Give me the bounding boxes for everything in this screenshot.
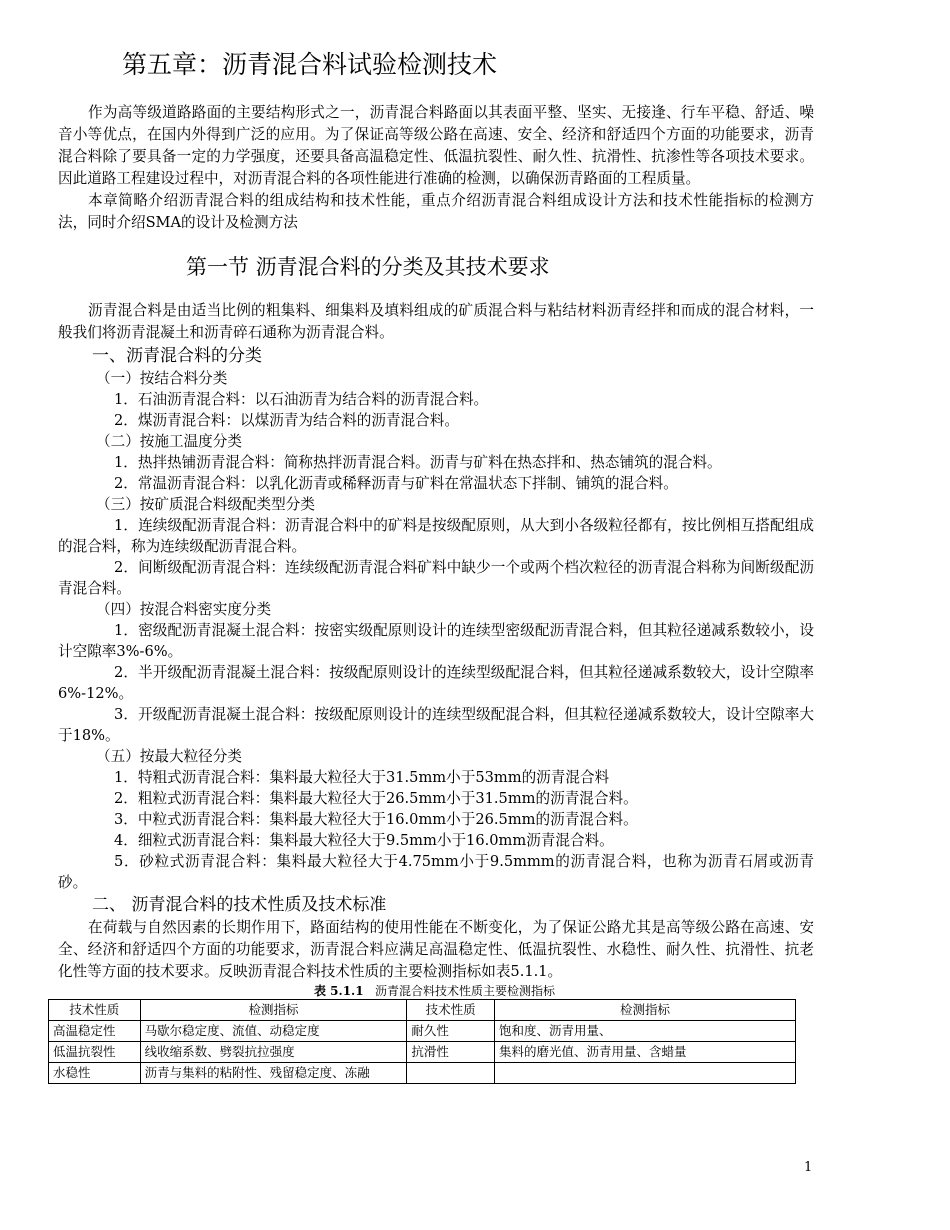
subheading-by-binder: （一）按结合料分类 [96, 370, 228, 387]
table-cell: 饱和度、沥青用量、 [494, 1021, 795, 1042]
list-item: 2．间断级配沥青混合料：连续级配沥青混合料矿料中缺少一个或两个档次粒径的沥青混合料称为间断级配沥青混合料。 [58, 559, 814, 597]
table-title: 沥青混合料技术性质主要检测指标 [375, 984, 556, 998]
table-cell: 高温稳定性 [49, 1021, 141, 1042]
spec-table [48, 999, 796, 1084]
table-number: 表 5.1.1 [314, 984, 364, 998]
table-row [49, 1042, 796, 1063]
table-cell [407, 1063, 495, 1084]
intro-paragraph-2: 本章简略介绍沥青混合料的组成结构和技术性能，重点介绍沥青混合料组成设计方法和技术性能指标的检测方法，同时介绍SMA的设计及检测方法 [58, 192, 814, 231]
table-cell: 抗滑性 [407, 1042, 495, 1063]
table-header-cell: 检测指标 [140, 1000, 407, 1021]
table-cell: 马歇尔稳定度、流值、动稳定度 [140, 1021, 407, 1042]
page-number: 1 [804, 1160, 813, 1175]
list-item: 2．半开级配沥青混凝土混合料：按级配原则设计的连续型级配混合料，但其粒径递减系数较大，设计空隙率6%-12%。 [58, 664, 814, 702]
table-cell: 集料的磨光值、沥青用量、含蜡量 [494, 1042, 795, 1063]
section-title: 第一节 沥青混合料的分类及其技术要求 [186, 255, 550, 279]
table-cell [494, 1063, 795, 1084]
document-body [53, 0, 814, 1084]
subheading-by-density: （四）按混合料密实度分类 [96, 601, 272, 618]
heading-classification: 一、沥青混合料的分类 [92, 346, 262, 366]
table-caption [58, 983, 814, 999]
table-row [49, 1063, 796, 1084]
list-item: 1．石油沥青混合料：以石油沥青为结合料的沥青混合料。 [114, 391, 489, 408]
chapter-title: 第五章：沥青混合料试验检测技术 [122, 50, 498, 79]
list-item: 2．煤沥青混合料：以煤沥青为结合料的沥青混合料。 [114, 412, 459, 429]
technical-properties-paragraph: 在荷载与自然因素的长期作用下，路面结构的使用性能在不断变化，为了保证公路尤其是高等级公路在高速、安全、经济和舒适四个方面的功能要求，沥青混合料应满足高温稳定性、低温抗裂性、水稳性、耐久性、抗滑性、抗老化性等方面的技术要求。反映沥青混合料技术性质的主要检测指标如表5.1.1。 [58, 919, 814, 980]
intro-paragraph-1: 作为高等级道路路面的主要结构形式之一，沥青混合料路面以其表面平整、坚实、无接逢、行车平稳、舒适、噪音小等优点，在国内外得到广泛的应用。为了保证高等级公路在高速、安全、经济和舒适四个方面的功能要求，沥青混合料除了要具备一定的力学强度，还要具备高温稳定性、低温抗裂性、耐久性、抗滑性、抗渗性等各项技术要求。因此道路工程建设过程中，对沥青混合料的各项性能进行准确的检测，以确保沥青路面的工程质量。 [58, 104, 814, 187]
table-cell: 耐久性 [407, 1021, 495, 1042]
table-row [49, 1021, 796, 1042]
list-item: 1．连续级配沥青混合料：沥青混合料中的矿料是按级配原则，从大到小各级粒径都有，按比例相互搭配组成的混合料，称为连续级配沥青混合料。 [58, 517, 814, 555]
definition-paragraph: 沥青混合料是由适当比例的粗集料、细集料及填料组成的矿质混合料与粘结材料沥青经拌和而成的混合材料，一般我们将沥青混凝土和沥青碎石通称为沥青混合料。 [58, 302, 814, 341]
table-header-cell: 技术性质 [49, 1000, 141, 1021]
list-item: 2．常温沥青混合料：以乳化沥青或稀释沥青与矿料在常温状态下拌制、铺筑的混合料。 [114, 475, 678, 492]
list-item: 5．砂粒式沥青混合料：集料最大粒径大于4.75mm小于9.5mmm的沥青混合料，也称为沥青石屑或沥青砂。 [58, 853, 814, 891]
table-header-cell: 检测指标 [494, 1000, 795, 1021]
table-cell: 沥青与集料的粘附性、残留稳定度、冻融 [140, 1063, 407, 1084]
list-item: 2．粗粒式沥青混合料：集料最大粒径大于26.5mm小于31.5mm的沥青混合料。 [114, 790, 638, 807]
table-header-cell: 技术性质 [407, 1000, 495, 1021]
list-item: 1．特粗式沥青混合料：集料最大粒径大于31.5mm小于53mm的沥青混合料 [114, 769, 610, 786]
list-item: 1．热拌热铺沥青混合料：简称热拌沥青混合料。沥青与矿料在热态拌和、热态铺筑的混合料。 [114, 454, 722, 471]
list-item: 3．中粒式沥青混合料：集料最大粒径大于16.0mm小于26.5mm的沥青混合料。 [114, 811, 638, 828]
list-item: 4．细粒式沥青混合料：集料最大粒径大于9.5mm小于16.0mm沥青混合料。 [114, 832, 614, 849]
subheading-by-temperature: （二）按施工温度分类 [96, 433, 242, 450]
table-cell: 低温抗裂性 [49, 1042, 141, 1063]
table-cell: 水稳性 [49, 1063, 141, 1084]
heading-technical-properties: 二、 沥青混合料的技术性质及技术标准 [92, 895, 387, 915]
table-cell: 线收缩系数、劈裂抗拉强度 [140, 1042, 407, 1063]
subheading-by-grading: （三）按矿质混合料级配类型分类 [96, 496, 315, 513]
subheading-by-size: （五）按最大粒径分类 [96, 748, 242, 765]
list-item: 1．密级配沥青混凝土混合料：按密实级配原则设计的连续型密级配沥青混合料，但其粒径递减系数较小，设计空隙率3%-6%。 [58, 622, 814, 660]
list-item: 3．开级配沥青混凝土混合料：按级配原则设计的连续型级配混合料，但其粒径递减系数较大，设计空隙率大于18%。 [58, 706, 814, 744]
table-header-row [49, 1000, 796, 1021]
